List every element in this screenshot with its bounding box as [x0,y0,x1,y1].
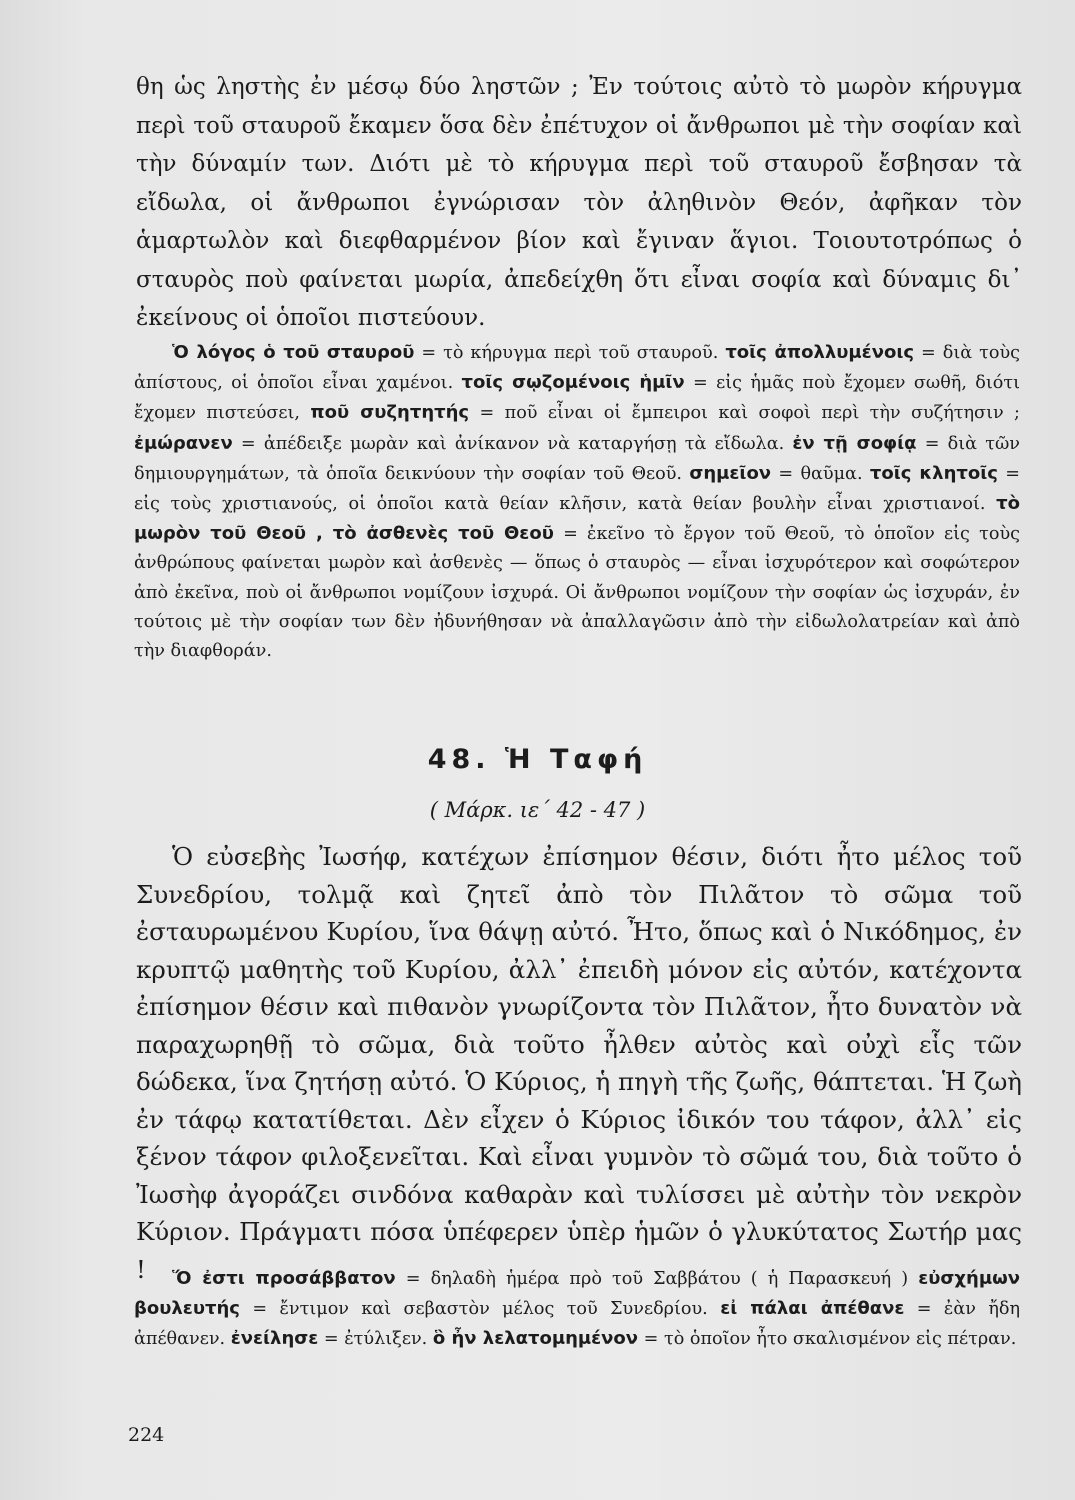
note-gloss: = ποῦ εἶναι οἱ ἔμπειροι καὶ σοφοὶ περὶ τὴν συζήτησιν ; [469,403,1020,424]
paragraph-top: θη ὡς ληστὴς ἐν μέσῳ δύο ληστῶν ; Ἐν τούτοις αὐτὸ τὸ μωρὸν κήρυγμα περὶ τοῦ σταυροῦ ἔκαμεν ὅσα δὲν ἐπέτυχον οἱ ἄνθρωποι μὲ τὴν σοφίαν καὶ τὴν δύναμίν των. Διότι μὲ τὸ κήρυγμα περὶ τοῦ σταυροῦ ἔσβησαν τὰ εἴδωλα, οἱ ἄνθρωποι ἐγνώρισαν τὸν ἀληθινὸν Θεόν, ἀφῆκαν τὸν ἁμαρτωλὸν καὶ διεφθαρμένον βίον καὶ ἔγιναν ἅγιοι. Τοιουτοτρόπως ὁ σταυρὸς ποὺ φαίνεται μωρία, ἀπεδείχθη ὅτι εἶναι σοφία καὶ δύναμις δι᾿ ἐκείνους οἱ ὁποῖοι πιστεύουν. [136,74,1022,331]
note-term: Ὅ ἐστι προσάββατον [172,1268,396,1289]
note-gloss: = ἐκεῖνο τὸ ἔργον τοῦ Θεοῦ, τὸ ὁποῖον εἰς τοὺς ἀνθρώπους φαίνεται μωρὸν καὶ ἀσθενὲς — ὅπως ὁ σταυρὸς — εἶναι ἰσχυρότερον καὶ σοφώτερον ἀπὸ ἐκεῖνα, ποὺ οἱ ἄνθρωποι νομίζουν ἰσχυρά. Οἱ ἄνθρωποι νομίζουν τὴν σοφίαν ὡς ἰσχυράν, ἐν τούτοις μὲ τὴν σοφίαν των δὲν ἠδυνήθησαν νὰ ἀπαλλαγῶσιν ἀπὸ τὴν εἰδωλολατρείαν καὶ ἀπὸ τὴν διαφθοράν. [134,524,1020,662]
note-term: τοῖς κλητοῖς [869,462,998,484]
paragraph-main: Ὁ εὐσεβὴς Ἰωσήφ, κατέχων ἐπίσημον θέσιν, διότι ἦτο μέλος τοῦ Συνεδρίου, τολμᾷ καὶ ζητεῖ ἀπὸ τὸν Πιλᾶτον τὸ σῶμα τοῦ ἐσταυρωμένου Κυρίου, ἵνα θάψῃ αὐτό. Ἦτο, ὅπως καὶ ὁ Νικόδημος, ἐν κρυπτῷ μαθητὴς τοῦ Κυρίου, ἀλλ᾿ ἐπειδὴ μόνον εἰς αὐτόν, κατέχοντα ἐπίσημον θέσιν καὶ πιθανὸν γνωρίζοντα τὸν Πιλᾶτον, ἦτο δυνατὸν νὰ παραχωρηθῇ τὸ σῶμα, διὰ τοῦτο ἦλθεν αὐτὸς καὶ οὐχὶ εἷς τῶν δώδεκα, ἵνα ζητήσῃ αὐτό. Ὁ Κύριος, ἡ πηγὴ τῆς ζωῆς, θάπτεται. Ἡ ζωὴ ἐν τάφῳ κατατίθεται. Δὲν εἶχεν ὁ Κύριος ἰδικόν του τάφον, ἀλλ᾿ εἰς ξένον τάφον φιλοξενεῖται. Καὶ εἶναι γυμνὸν τὸ σῶμά του, διὰ τοῦτο ὁ Ἰωσὴφ ἀγοράζει σινδόνα καθαρὰν καὶ τυλίσσει μὲ αὐτὴν τὸν νεκρὸν Κύριον. Πράγματι πόσα ὑπέφερεν ὑπὲρ ἡμῶν ὁ γλυκύτατος Σωτήρ μας ! [136,842,1022,1284]
note-term: τοῖς σῳζομένοις ἡμῖν [461,372,685,394]
note-gloss: = διὰ τῶν δημιουργημάτων, τὰ ὁποῖα δεικνύουν τὴν σοφίαν τοῦ Θεοῦ. [134,433,1020,484]
note-term: ἐν τῇ σοφίᾳ [792,432,917,454]
note-term: εἰ πάλαι ἀπέθανε [720,1298,905,1320]
note-term: εὐσχήμων βουλευτής [134,1268,1020,1320]
note-gloss: = ἐτύλιξεν. [318,1329,433,1350]
note-gloss: = εἰς τοὺς χριστιανούς, οἱ ὁποῖοι κατὰ θείαν κλῆσιν, κατὰ θείαν βουλὴν εἶναι χριστιανοί. [134,463,1020,515]
section-heading: 48. Ἡ Ταφή [427,744,648,775]
note-term: ποῦ συζητητής [310,402,470,424]
note-gloss: = ἀπέδειξε μωρὰν καὶ ἀνίκανον νὰ καταργήσῃ τὰ εἴδωλα. [232,433,793,454]
note-term: ὃ ἦν λελατομημένον [432,1328,639,1350]
note-gloss: = διὰ τοὺς ἀπίστους, οἱ ὁποῖοι εἶναι χαμένοι. [134,343,1020,394]
note-gloss: = θαῦμα. [771,463,870,484]
note-gloss: = ἐὰν ἤδη ἀπέθανεν. [134,1299,1021,1350]
note-term: σημεῖον [689,462,772,484]
note-term: ἐμώρανεν [134,432,233,454]
note-gloss: = τὸ κήρυγμα περὶ τοῦ σταυροῦ. [414,343,726,363]
note-term: Ὁ λόγος ὁ τοῦ σταυροῦ [172,342,415,363]
glossary-notes-2 [134,1264,1020,1355]
note-gloss: = εἰς ἡμᾶς ποὺ ἔχομεν σωθῆ, διότι ἔχομεν πιστεύσει, [134,373,1020,424]
note-gloss: = δηλαδὴ ἡμέρα πρὸ τοῦ Σαββάτου ( ἡ Παρασκευή ) [395,1269,919,1289]
glossary-notes-1 [134,338,1020,666]
note-term: τὸ μωρὸν τοῦ Θεοῦ , τὸ ἀσθενὲς τοῦ Θεοῦ [134,493,1020,545]
page-number: 224 [128,1424,165,1446]
note-gloss: = ἔντιμον καὶ σεβαστὸν μέλος τοῦ Συνεδρίου. [239,1299,721,1320]
note-gloss: = τὸ ὁποῖον ἦτο σκαλισμένον εἰς πέτραν. [638,1329,1017,1350]
section-reference: ( Μάρκ. ιε΄ 42 - 47 ) [429,798,646,822]
note-term: ἐνείλησε [230,1328,319,1350]
note-term: τοῖς ἀπολλυμένοις [725,342,915,363]
